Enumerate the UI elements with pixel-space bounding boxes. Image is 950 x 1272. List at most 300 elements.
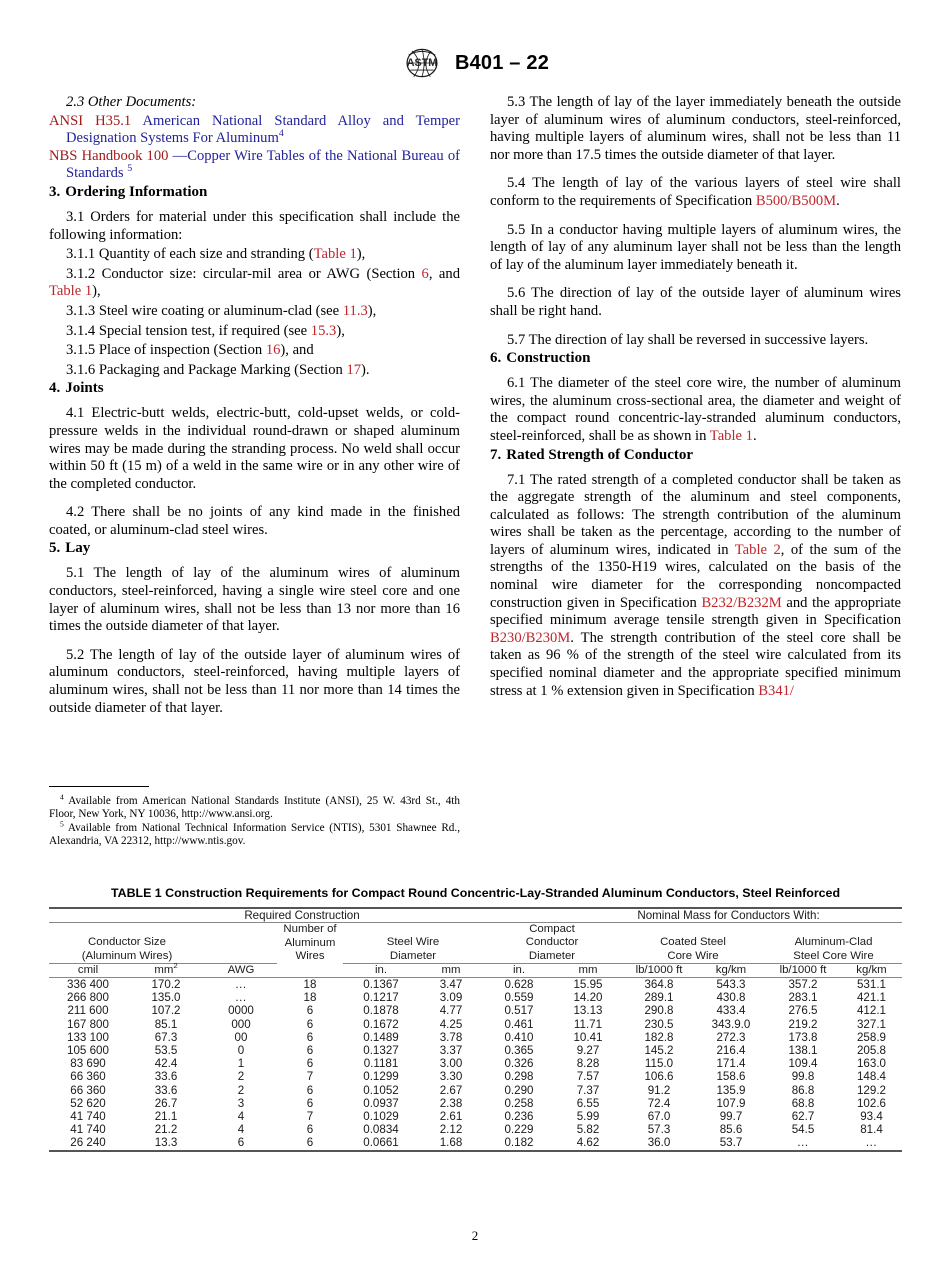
table-cell: 0.298	[504, 1070, 534, 1084]
table-row	[49, 1097, 902, 1110]
table-cell: 52 620	[70, 1096, 106, 1110]
table-cell: 138.1	[788, 1044, 818, 1058]
column-header-conductor-size	[49, 923, 205, 963]
table-cell: ...	[797, 1136, 809, 1150]
table-cell: 0.229	[504, 1123, 534, 1137]
table-cell: 6	[306, 1057, 314, 1071]
table-cell: 289.1	[644, 991, 674, 1005]
table-cell: 93.4	[860, 1110, 883, 1124]
table-cell: 107.2	[151, 1004, 181, 1018]
table-cell: 421.1	[856, 991, 886, 1005]
table-cell: 6	[306, 1044, 314, 1058]
paragraph-3-1: 3.1 Orders for material under this specification shall include the following information:	[49, 208, 460, 243]
table-cell: 67.3	[154, 1030, 178, 1044]
column-header-spacer-awg	[205, 923, 277, 963]
table-cell: 8.28	[576, 1057, 600, 1071]
unit-header-cmil: cmil	[77, 963, 99, 976]
table-cell: 86.8	[791, 1083, 815, 1097]
header-line-1: Coated Steel	[660, 936, 726, 949]
table-cell: 4.62	[576, 1136, 600, 1150]
header-line-1: Compact	[529, 923, 575, 936]
table-cell: 3.00	[439, 1057, 463, 1071]
table-cell: 3.09	[439, 991, 463, 1005]
table-cell: 11.71	[573, 1017, 603, 1031]
section-heading-7	[490, 446, 901, 464]
table-cell: 0.1052	[363, 1083, 399, 1097]
paragraph-5-6: 5.6 The direction of lay of the outside layer of aluminum wires shall be right hand.	[490, 285, 901, 319]
table-cell: 99.8	[791, 1070, 815, 1084]
cross-reference-b230[interactable]: B230/B230M	[490, 629, 571, 646]
table-cell: 5.82	[576, 1123, 600, 1137]
paragraph-text: ),	[367, 302, 377, 319]
table-cell: 3.37	[439, 1044, 463, 1058]
table-cell: 33.6	[154, 1083, 178, 1097]
table-cell: 6	[306, 1083, 314, 1097]
table-cell: 158.6	[716, 1070, 746, 1084]
paragraph-3-1-1	[49, 246, 460, 264]
section-heading-4	[49, 379, 460, 397]
table-cell: 83 690	[70, 1057, 106, 1071]
cross-reference-table-1[interactable]: Table 1	[709, 427, 753, 444]
table-cell: 2	[237, 1083, 245, 1097]
table-cell: 0.326	[504, 1057, 534, 1071]
table-cell: 26 240	[70, 1136, 106, 1150]
unit-header-awg: AWG	[227, 963, 255, 976]
cross-reference-b500[interactable]: B500/B500M	[755, 192, 837, 209]
table-cell: 6.55	[576, 1096, 600, 1110]
body-columns	[49, 94, 901, 874]
table-row	[49, 1057, 902, 1070]
table-cell: 102.6	[856, 1096, 886, 1110]
header-line-2: Diameter	[389, 949, 437, 962]
table-cell: 53.7	[719, 1136, 743, 1150]
table-row	[49, 1084, 902, 1097]
column-header-steel-wire-diameter	[343, 923, 483, 963]
table-cell: 4.77	[439, 1004, 463, 1018]
footnotes	[49, 786, 460, 849]
paragraph-5-7: 5.7 The direction of lay shall be reversed in successive layers.	[507, 331, 869, 348]
section-title: Lay	[65, 540, 91, 557]
paragraph-text: , of the sum of the strengths of the 1350-H19 wires, calculated on the basis of the nominal wire diameter for the corresponding noncompacted construction given in Specification	[490, 541, 901, 611]
paragraph-text: ), and	[280, 342, 314, 359]
cross-reference-b341[interactable]: B341/	[758, 682, 794, 699]
table-cell: 54.5	[791, 1123, 815, 1137]
table-cell: 230.5	[644, 1017, 674, 1031]
table-cell: 6	[306, 1017, 314, 1031]
footnote-text: Available from National Technical Information Service (NTIS), 5301 Shawnee Rd., Alexandria, VA 22312, http://www.ntis.gov.	[49, 821, 460, 848]
table-cell: 133 100	[67, 1030, 109, 1044]
table-row	[49, 1136, 902, 1149]
standard-designation: B401 – 22	[454, 51, 550, 74]
footnote-4	[49, 792, 460, 822]
table-unit-header-row	[49, 963, 902, 977]
table-cell: ...	[235, 978, 247, 992]
table-cell: 66 360	[70, 1083, 106, 1097]
table-row	[49, 1123, 902, 1136]
table-cell: 2.61	[439, 1110, 463, 1124]
paragraph-3-1-3	[49, 303, 460, 321]
section-title: Rated Strength of Conductor	[506, 446, 694, 463]
table-cell: 0.365	[504, 1044, 534, 1058]
table-cell: 357.2	[788, 978, 818, 992]
table-cell: 91.2	[647, 1083, 671, 1097]
paragraph-5-5: 5.5 In a conductor having multiple layers of aluminum wires, the length of lay of any aluminum layer shall not be less than the length of lay of the aluminum layer immediately beneath it.	[490, 221, 901, 273]
table-cell: 182.8	[644, 1030, 674, 1044]
table-cell: 7	[306, 1110, 314, 1124]
table-cell: 6	[237, 1136, 245, 1150]
section-heading-6	[490, 349, 901, 367]
cross-reference-b232[interactable]: B232/B232M	[701, 594, 782, 611]
table-cell: 3.30	[439, 1070, 463, 1084]
table-cell: 145.2	[644, 1044, 674, 1058]
table-cell: 364.8	[644, 978, 674, 992]
table-cell: ...	[865, 1136, 878, 1150]
table-cell: 6	[306, 1030, 314, 1044]
section-title: Ordering Information	[65, 183, 208, 200]
cross-reference-section-6[interactable]: 6	[421, 265, 429, 282]
cross-reference-table-1[interactable]: Table 1	[49, 283, 93, 300]
table-cell: 00	[234, 1030, 248, 1044]
unit-header-coated-kg: kg/km	[715, 963, 747, 976]
column-header-aluminum-clad-steel-core-wire	[765, 923, 902, 963]
paragraph-4-1: 4.1 Electric-butt welds, electric-butt, cold-upset welds, or cold-pressure welds in the individual round-drawn or shaped aluminum wires may be made during the stranding process. No weld shall occur within 50 ft (15 m) of a weld in the same wire or in any other wire of the completed conductor.	[49, 405, 460, 492]
section-number: 3.	[49, 183, 61, 200]
page-header	[0, 46, 950, 80]
table-cell: 15.95	[573, 978, 603, 992]
table-1-container	[49, 886, 902, 1152]
table-cell: 412.1	[856, 1004, 886, 1018]
unit-header-steel-mm: mm	[441, 963, 461, 976]
header-line-1: Conductor Size	[88, 936, 166, 949]
table-cell: 173.8	[788, 1030, 818, 1044]
table-1-title: TABLE 1 Construction Requirements for Compact Round Concentric-Lay-Stranded Aluminum Conductors, Steel Reinforced	[110, 886, 841, 900]
table-cell: 170.2	[151, 978, 181, 992]
table-cell: 290.8	[644, 1004, 674, 1018]
table-cell: 85.6	[719, 1123, 743, 1137]
table-cell: 0.236	[504, 1110, 534, 1124]
paragraph-text: 5.4 The length of lay of the various layers of steel wire shall conform to the requirements of Specification	[490, 175, 901, 209]
section-number: 6.	[490, 350, 502, 367]
table-body	[49, 978, 902, 1150]
paragraph-text: 3.1.4 Special tension test, if required (see	[66, 322, 311, 339]
table-cell: 0.559	[504, 991, 534, 1005]
header-line-3: Diameter	[528, 949, 576, 962]
table-cell: 1	[237, 1057, 245, 1071]
column-header-coated-steel-core-wire	[621, 923, 765, 963]
table-cell: 7.57	[576, 1070, 600, 1084]
table-cell: 81.4	[860, 1123, 883, 1137]
table-cell: 5.99	[576, 1110, 600, 1124]
paragraph-3-1-5	[49, 342, 460, 360]
table-cell: 433.4	[716, 1004, 746, 1018]
table-cell: 7	[306, 1070, 314, 1084]
table-cell: 6	[306, 1136, 314, 1150]
table-cell: 135.9	[716, 1083, 746, 1097]
column-header-number-of-aluminum-wires	[277, 923, 343, 964]
table-cell: 0.0937	[363, 1096, 399, 1110]
reference-title[interactable]: American National Standard Alloy and Temper Designation Systems For Aluminum	[66, 112, 461, 147]
unit-header-wires-blank	[277, 963, 343, 977]
group-header-required-construction: Required Construction	[244, 909, 360, 922]
table-cell: 0	[237, 1044, 245, 1058]
section-heading-3	[49, 183, 460, 201]
table-cell: 0.1367	[363, 978, 399, 992]
table-cell: 41 740	[70, 1110, 106, 1124]
table-group-header-row	[49, 908, 902, 922]
table-cell: 205.8	[856, 1044, 886, 1058]
paragraph-6-1	[490, 375, 901, 445]
table-row	[49, 1004, 902, 1017]
paragraph-text: . The strength contribution of the steel core shall be taken as 96 % of the strength of the steel wire calculated from its specified nominal diameter and the appropriate specified minimum stress at 1 % extension given in Specification	[490, 629, 901, 699]
table-cell: 0.290	[504, 1083, 534, 1097]
table-cell: 66 360	[70, 1070, 106, 1084]
table-cell: 85.1	[154, 1017, 178, 1031]
unit-header-mm2: $mm^2$	[154, 961, 178, 976]
left-column	[49, 94, 461, 848]
unit-header-compact-in: in.	[512, 963, 526, 976]
paragraph-text: ).	[361, 361, 370, 378]
table-cell: 0.0834	[363, 1123, 399, 1137]
table-cell: 18	[303, 978, 317, 992]
table-cell: 266 800	[67, 991, 109, 1005]
cross-reference-section-17[interactable]: 17	[346, 361, 362, 378]
table-cell: 0.461	[504, 1017, 534, 1031]
reference-title[interactable]: —Copper Wire Tables of the National Bureau of Standards	[66, 147, 460, 182]
cross-reference-section-16[interactable]: 16	[265, 342, 281, 359]
section-title: Construction	[506, 350, 591, 367]
page-number: 2	[471, 1228, 479, 1243]
right-column	[490, 94, 901, 700]
table-cell: 430.8	[716, 991, 746, 1005]
reference-nbs-handbook-100	[49, 148, 460, 183]
table-cell: 6	[306, 1004, 314, 1018]
footnote-number: 4	[60, 792, 64, 802]
paragraph-3-1-4	[49, 323, 460, 341]
paragraph-text: .	[836, 192, 840, 209]
paragraph-text: ),	[356, 246, 366, 263]
subsection-2-3-heading: 2.3 Other Documents:	[66, 94, 197, 110]
table-row	[49, 1031, 902, 1044]
table-cell: 72.4	[647, 1096, 671, 1110]
cross-reference-table-1[interactable]: Table 1	[313, 246, 357, 263]
table-cell: 1.68	[439, 1136, 463, 1150]
table-cell: 42.4	[154, 1057, 178, 1071]
section-heading-5	[49, 539, 460, 557]
table-cell: 68.8	[791, 1096, 815, 1110]
paragraph-5-3: 5.3 The length of lay of the layer immediately beneath the outside layer of aluminum wires of aluminum conductors, steel-reinforced, having multiple layers of aluminum wires, shall not be less than 11 nor more than 17.5 times the outside diameter of that layer.	[490, 94, 901, 163]
table-1	[49, 907, 902, 1152]
table-cell: 0.628	[504, 978, 534, 992]
header-line-1: Steel Wire	[386, 936, 440, 949]
table-row	[49, 1110, 902, 1123]
table-cell: 167 800	[67, 1017, 109, 1031]
table-cell: 219.2	[788, 1017, 818, 1031]
reference-ansi-h35-1	[49, 113, 460, 148]
table-cell: 4.25	[439, 1017, 463, 1031]
header-line-2: Aluminum	[284, 936, 336, 949]
paragraph-text: 3.1.1 Quantity of each size and stranding (	[66, 246, 314, 263]
footnote-number: 5	[60, 819, 64, 829]
unit-header-alclad-kg: kg/km	[856, 963, 887, 976]
table-cell: 531.1	[856, 978, 886, 992]
footnote-separator-rule	[49, 786, 149, 787]
footnote-marker: 4	[278, 128, 284, 140]
table-cell: 0.0661	[363, 1136, 399, 1150]
table-cell: 41 740	[70, 1123, 106, 1137]
table-cell: 36.0	[647, 1136, 671, 1150]
table-cell: 6	[306, 1096, 314, 1110]
section-title: Joints	[65, 380, 104, 397]
table-cell: 336 400	[67, 978, 109, 992]
paragraph-text: .	[752, 427, 757, 444]
table-cell: 276.5	[788, 1004, 818, 1018]
table-cell: 2.38	[439, 1096, 463, 1110]
table-cell: 135.0	[151, 991, 181, 1005]
table-cell: 0.517	[504, 1004, 534, 1018]
header-line-1: Number of	[283, 923, 337, 936]
table-cell: 109.4	[788, 1057, 818, 1071]
table-cell: 2.12	[439, 1123, 463, 1137]
footnote-text: Available from American National Standards Institute (ANSI), 25 W. 43rd St., 4th Floor, New York, NY 10036, http://www.ansi.org.	[49, 795, 460, 821]
table-cell: 3.78	[439, 1030, 463, 1044]
paragraph-text: 7.1 The rated strength of a completed conductor shall be taken as the aggregate strength of the aluminum and steel components, calculated as follows: The strength contribution of the aluminum wires shall be taken as the percentage, according to the number of layers of aluminum wires, indicated in	[490, 471, 901, 558]
paragraph-text: and the appropriate specified minimum average tensile strength given in Specification	[490, 594, 901, 629]
paragraph-text: 3.1.2 Conductor size: circular-mil area or AWG (Section	[66, 265, 422, 282]
table-cell: 0.1327	[363, 1044, 399, 1058]
table-cell: 216.4	[716, 1044, 746, 1058]
paragraph-text: , and	[428, 265, 460, 282]
table-cell: 0.1029	[363, 1110, 399, 1124]
table-bottom-rule	[49, 1150, 902, 1151]
paragraph-7-1	[490, 472, 901, 701]
table-row	[49, 1044, 902, 1057]
table-cell: 33.6	[154, 1070, 178, 1084]
footnote-marker: 5	[127, 163, 133, 175]
paragraph-5-2: 5.2 The length of lay of the outside layer of aluminum wires of aluminum conductors, steel-reinforced, having multiple layers of aluminum wires, shall not be less than 11 nor more than 14 times the outside diameter of that layer.	[49, 646, 460, 716]
table-cell: 272.3	[716, 1030, 746, 1044]
table-cell: 0.1489	[363, 1030, 399, 1044]
section-number: 4.	[49, 380, 61, 397]
table-cell: 6	[306, 1123, 314, 1137]
table-cell: 0.410	[504, 1030, 534, 1044]
cross-reference-table-2[interactable]: Table 2	[734, 541, 781, 558]
table-cell: 26.7	[154, 1096, 178, 1110]
cross-reference-15-3[interactable]: 15.3	[310, 322, 337, 339]
table-cell: 129.2	[856, 1083, 886, 1097]
table-cell: 10.41	[573, 1030, 603, 1044]
table-cell: 21.2	[154, 1123, 178, 1137]
table-cell: ...	[235, 991, 247, 1005]
unit-header-coated-lb: lb/1000 ft	[635, 963, 683, 976]
paragraph-text: ),	[336, 322, 345, 339]
table-cell: 0000	[228, 1004, 254, 1018]
table-cell: 18	[303, 991, 317, 1005]
header-line-3: Wires	[295, 949, 325, 962]
paragraph-text: 3.1.3 Steel wire coating or aluminum-clad (see	[66, 302, 343, 319]
table-cell: 163.0	[856, 1057, 886, 1071]
table-cell: 9.27	[576, 1044, 600, 1058]
table-cell: 343.9.0	[711, 1017, 751, 1031]
table-cell: 13.3	[154, 1136, 178, 1150]
table-cell: 105 600	[67, 1044, 109, 1058]
header-line-1: Aluminum-Clad	[794, 936, 873, 949]
table-row	[49, 1018, 902, 1031]
table-cell: 0.1878	[363, 1004, 399, 1018]
table-cell: 148.4	[856, 1070, 886, 1084]
table-cell: 327.1	[856, 1017, 886, 1031]
table-cell: 0.1672	[363, 1017, 399, 1031]
cross-reference-11-3[interactable]: 11.3	[342, 302, 368, 319]
table-cell: 115.0	[644, 1057, 674, 1071]
section-number: 7.	[490, 446, 502, 463]
header-line-2: Conductor	[525, 936, 579, 949]
table-cell: 13.13	[573, 1004, 603, 1018]
table-cell: 283.1	[788, 991, 818, 1005]
unit-header-alclad-lb: lb/1000 ft	[779, 963, 827, 976]
table-cell: 4	[237, 1110, 245, 1124]
table-cell: 106.6	[644, 1070, 674, 1084]
table-cell: 7.37	[576, 1083, 600, 1097]
svg-text:ASTM: ASTM	[406, 56, 438, 69]
table-cell: 211 600	[67, 1004, 109, 1018]
table-column-header-row	[49, 923, 902, 963]
paragraph-text: 6.1 The diameter of the steel core wire, the number of aluminum wires, the aluminum cross-sectional area, the diameter and weight of the compact round concentric-lay-stranded aluminum conductors, steel-reinforced, shall be as shown in	[490, 375, 901, 444]
table-row	[49, 1070, 902, 1083]
table-cell: 99.7	[719, 1110, 743, 1124]
table-cell: 0.258	[504, 1096, 534, 1110]
table-cell: 67.0	[647, 1110, 671, 1124]
table-cell: 543.3	[716, 978, 746, 992]
table-cell: 0.1299	[363, 1070, 399, 1084]
table-cell: 0.1181	[363, 1057, 399, 1071]
table-cell: 107.9	[716, 1096, 746, 1110]
paragraph-text: 3.1.6 Packaging and Package Marking (Section	[66, 361, 347, 378]
unit-header-steel-in: in.	[374, 963, 388, 976]
table-cell: 2.67	[439, 1083, 463, 1097]
table-cell: 3.47	[439, 978, 463, 992]
paragraph-5-1: 5.1 The length of lay of the aluminum wires of aluminum conductors, steel-reinforced, having a single wire steel core and one layer of aluminum wires, shall not be less than 13 nor more than 16 times the outside diameter of that layer.	[49, 565, 460, 635]
column-header-compact-conductor-diameter	[483, 923, 621, 963]
table-cell: 258.9	[856, 1030, 886, 1044]
unit-header-compact-mm: mm	[578, 963, 598, 976]
table-cell: 2	[237, 1070, 245, 1084]
astm-logo	[401, 46, 443, 80]
table-cell: 4	[237, 1123, 245, 1137]
table-cell: 57.3	[647, 1123, 671, 1137]
table-cell: 0.182	[504, 1136, 534, 1150]
reference-designation[interactable]: NBS Handbook 100	[49, 147, 169, 164]
table-cell: 53.5	[154, 1044, 178, 1058]
paragraph-5-4	[490, 175, 901, 210]
paragraph-text: ),	[92, 283, 101, 300]
paragraph-3-1-2	[49, 266, 460, 301]
group-header-nominal-mass: Nominal Mass for Conductors With:	[637, 909, 820, 922]
header-line-2: (Aluminum Wires)	[81, 949, 173, 962]
header-line-2: Core Wire	[667, 949, 719, 962]
table-cell: 0.1217	[363, 991, 399, 1005]
table-cell: 3	[237, 1096, 245, 1110]
table-cell: 14.20	[573, 991, 603, 1005]
paragraph-3-1-6	[49, 362, 460, 380]
reference-designation[interactable]: ANSI H35.1	[49, 112, 132, 129]
table-cell: 62.7	[791, 1110, 815, 1124]
footnote-5	[49, 819, 460, 849]
section-number: 5.	[49, 540, 61, 557]
table-row	[49, 991, 902, 1004]
paragraph-text: 3.1.5 Place of inspection (Section	[66, 342, 266, 359]
table-cell: 21.1	[154, 1110, 178, 1124]
table-cell: 171.4	[716, 1057, 746, 1071]
